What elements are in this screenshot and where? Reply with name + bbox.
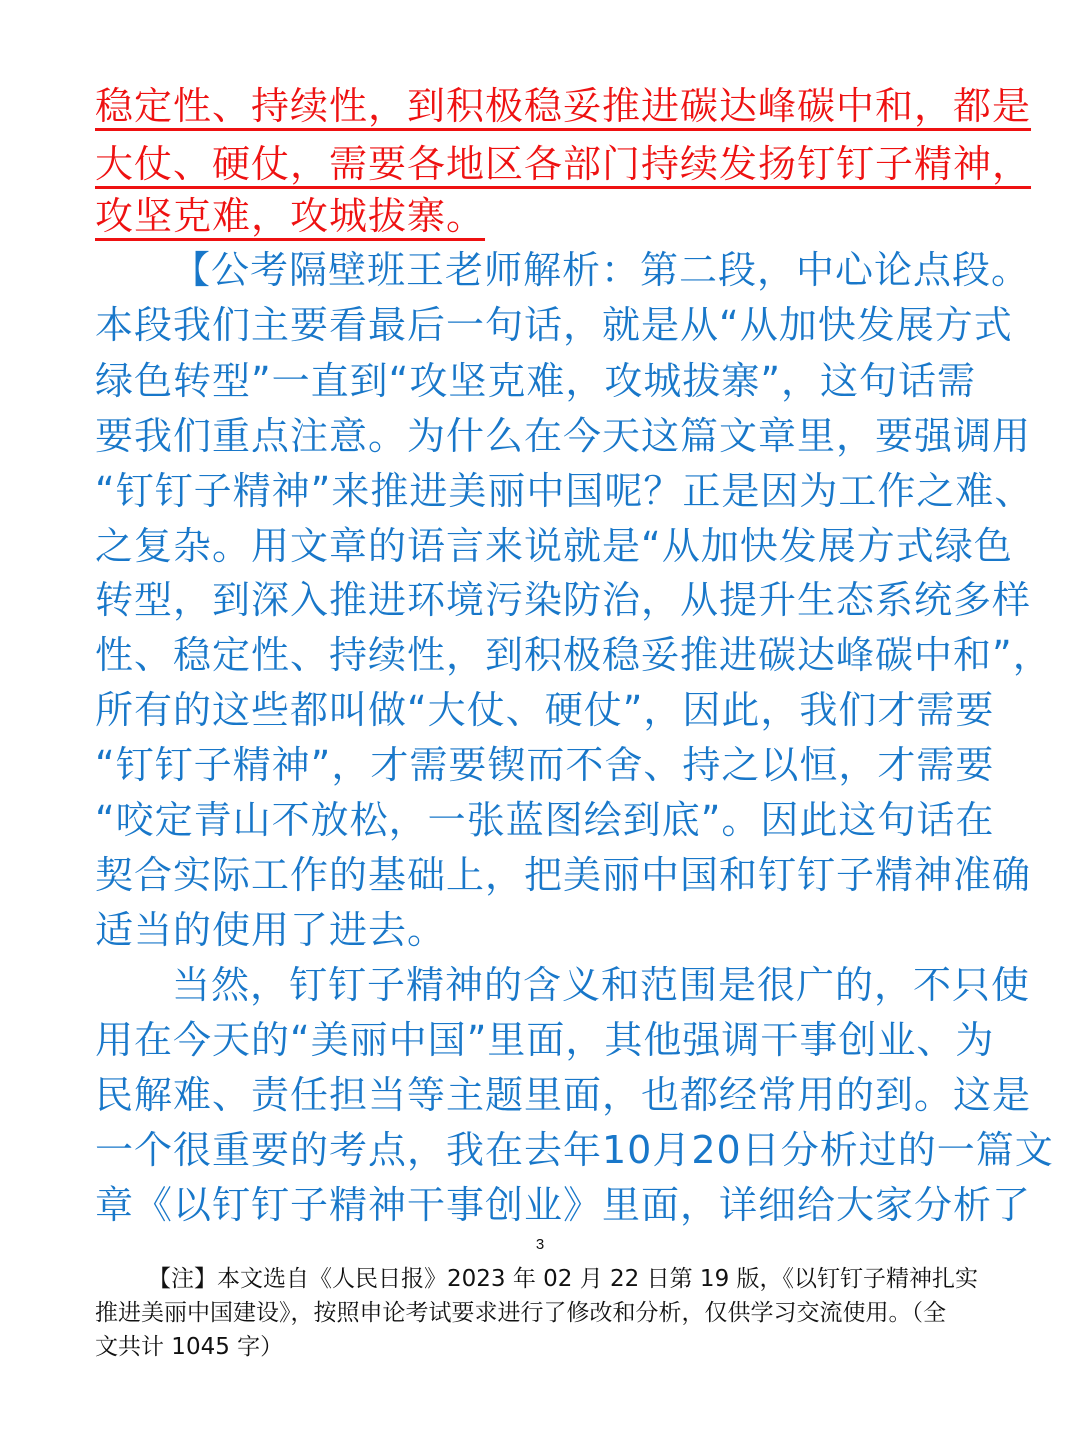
analysis-line: 本段我们主要看最后一句话，就是从“从加快发展方式: [95, 303, 1013, 347]
highlighted-line: 稳定性、持续性，到积极稳妥推进碳达峰碳中和，都是: [95, 84, 1032, 128]
analysis-line: “钉钉子精神”来推进美丽中国呢？正是因为工作之难、: [95, 469, 1034, 513]
analysis-line: 之复杂。用文章的语言来说就是“从加快发展方式绿色: [95, 524, 1013, 568]
analysis-line: “钉钉子精神”，才需要锲而不舍、持之以恒，才需要: [95, 743, 995, 787]
analysis-line: 契合实际工作的基础上，把美丽中国和钉钉子精神准确: [95, 853, 1032, 897]
body-line: 一个很重要的考点，我在去年10月20日分析过的一篇文: [95, 1128, 1054, 1172]
footnote-line: 推进美丽中国建设》，按照申论考试要求进行了修改和分析，仅供学习交流使用。（全: [95, 1300, 946, 1326]
highlighted-line: 大仗、硬仗，需要各地区各部门持续发扬钉钉子精神，: [95, 142, 1032, 186]
body-line: 当然，钉钉子精神的含义和范围是很广的，不只使: [172, 963, 1031, 1007]
analysis-line: 适当的使用了进去。: [95, 908, 447, 952]
body-line: 用在今天的“美丽中国”里面，其他强调干事创业、为: [95, 1018, 995, 1062]
analysis-line: 【公考隔壁班王老师解析：第二段，中心论点段。: [172, 248, 1031, 292]
analysis-line: 转型，到深入推进环境污染防治，从提升生态系统多样: [95, 578, 1032, 622]
footnote-line: 【注】本文选自《人民日报》2023 年 02 月 22 日第 19 版，《以钉钉子精神扎实: [148, 1266, 979, 1292]
highlighted-line: 攻坚克难，攻城拔寨。: [95, 194, 486, 238]
analysis-line: 绿色转型”一直到“攻坚克难，攻城拔寨”，这句话需: [95, 359, 977, 403]
body-line: 民解难、责任担当等主题里面，也都经常用的到。这是: [95, 1073, 1032, 1117]
footnote-line: 文共计 1045 字）: [95, 1334, 284, 1360]
analysis-line: 所有的这些都叫做“大仗、硬仗”，因此，我们才需要: [95, 688, 995, 732]
analysis-line: “咬定青山不放松，一张蓝图绘到底”。因此这句话在: [95, 798, 995, 842]
analysis-line: 性、稳定性、持续性，到积极稳妥推进碳达峰碳中和”，: [95, 633, 1052, 677]
analysis-line: 要我们重点注意。为什么在今天这篇文章里，要强调用: [95, 414, 1032, 458]
body-line: 章《以钉钉子精神干事创业》里面，详细给大家分析了: [95, 1183, 1032, 1227]
page-number: 3: [535, 1236, 545, 1253]
